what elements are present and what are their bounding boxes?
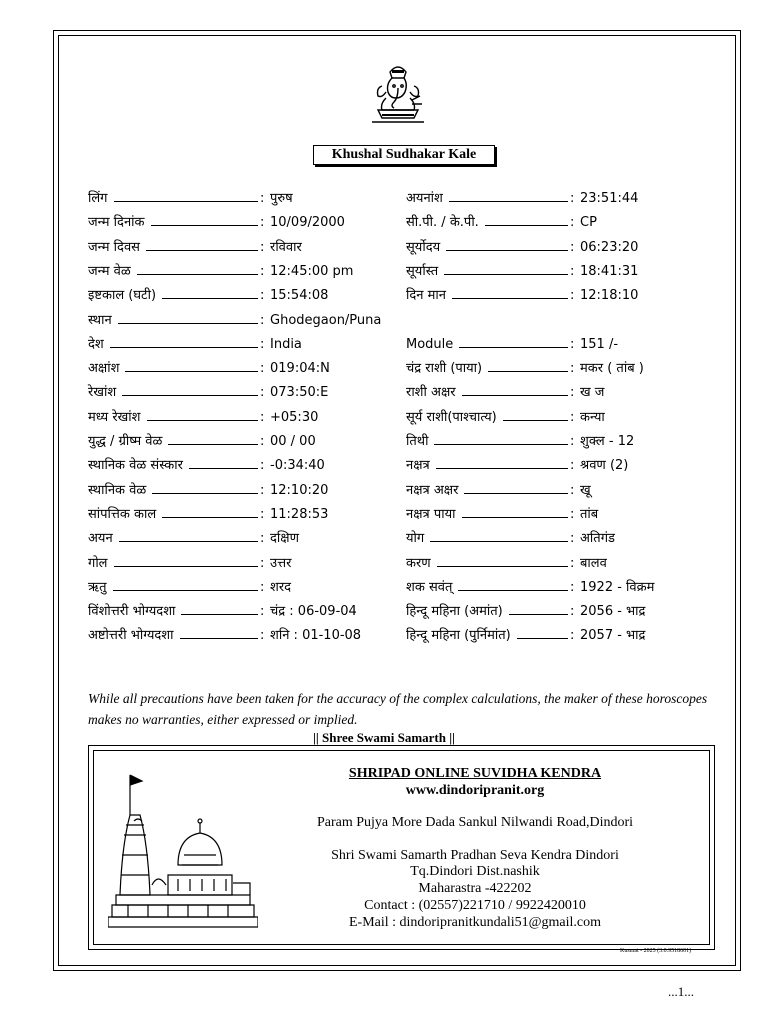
- left-field-row: [88, 212, 388, 234]
- field-value: ख ज: [580, 385, 605, 401]
- leader-line: [462, 395, 568, 396]
- right-field-row: [406, 601, 706, 623]
- field-separator: :: [260, 312, 265, 328]
- field-separator: :: [260, 482, 265, 498]
- leader-line: [485, 225, 568, 226]
- field-label: जन्म वेळ: [88, 263, 131, 279]
- field-separator: :: [260, 263, 265, 279]
- right-field-row: [406, 528, 706, 550]
- field-label: सांपत्तिक काल: [88, 506, 157, 522]
- field-separator: :: [260, 239, 265, 255]
- field-value: 18:41:31: [580, 263, 639, 279]
- footer-address-1: Param Pujya More Dada Sankul Nilwandi Road,Dindori: [316, 815, 634, 830]
- leader-line: [162, 298, 258, 299]
- field-label: चंद्र राशी (पाया): [406, 361, 483, 377]
- left-field-row: [88, 504, 388, 526]
- field-value: 019:04:N: [270, 361, 330, 377]
- field-label: शक सवंत्: [406, 579, 453, 595]
- leader-line: [458, 590, 568, 591]
- field-label: नक्षत्र: [406, 458, 430, 474]
- field-separator: :: [570, 531, 575, 547]
- leader-line: [147, 420, 259, 421]
- leader-line: [444, 274, 568, 275]
- right-field-row: [406, 480, 706, 502]
- field-value: 1922 - विक्रम: [580, 579, 655, 595]
- field-label: सूर्योदय: [406, 239, 441, 255]
- field-label: हिन्दू महिना (अमांत): [406, 604, 503, 620]
- field-value: +05:30: [270, 409, 319, 425]
- right-field-row: [406, 577, 706, 599]
- field-label: सूर्य राशी(पाश्चात्य): [406, 409, 497, 425]
- leader-line: [146, 250, 258, 251]
- field-value: 073:50:E: [270, 385, 329, 401]
- field-value: चंद्र : 06-09-04: [270, 604, 357, 620]
- field-label: देश: [88, 336, 104, 352]
- leader-line: [509, 614, 568, 615]
- field-separator: :: [570, 579, 575, 595]
- field-separator: :: [570, 604, 575, 620]
- field-label: Module: [406, 336, 454, 352]
- right-field-row: [406, 358, 706, 380]
- leader-line: [114, 201, 258, 202]
- leader-line: [125, 371, 258, 372]
- left-field-row: [88, 382, 388, 404]
- field-label: नक्षत्र अक्षर: [406, 482, 459, 498]
- leader-line: [446, 250, 568, 251]
- field-value: रविवार: [270, 239, 302, 255]
- field-value: 15:54:08: [270, 288, 329, 304]
- leader-line: [180, 638, 259, 639]
- field-label: विंशोत्तरी भोग्यदशा: [88, 604, 176, 620]
- leader-line: [152, 493, 258, 494]
- leader-line: [430, 541, 568, 542]
- field-value: शरद: [270, 579, 292, 595]
- field-label: करण: [406, 555, 431, 571]
- left-field-row: [88, 528, 388, 550]
- left-field-row: [88, 188, 388, 210]
- field-separator: :: [260, 288, 265, 304]
- leader-line: [151, 225, 258, 226]
- field-separator: :: [570, 288, 575, 304]
- field-label: अयन: [88, 531, 113, 547]
- leader-line: [113, 590, 259, 591]
- left-field-row: [88, 625, 388, 647]
- left-field-row: [88, 285, 388, 307]
- field-value: 2057 - भाद्र: [580, 628, 646, 644]
- field-separator: :: [260, 434, 265, 449]
- field-separator: :: [260, 191, 265, 206]
- field-label: युद्ध / ग्रीष्म वेळ: [88, 434, 163, 449]
- field-label: स्थानिक वेळ संस्कार: [88, 458, 183, 474]
- field-value: 12:18:10: [580, 288, 639, 304]
- field-value: 2056 - भाद्र: [580, 604, 646, 620]
- field-separator: :: [570, 482, 575, 498]
- right-field-row: [406, 625, 706, 647]
- leader-line: [436, 468, 568, 469]
- right-field-row: [406, 261, 706, 283]
- field-label: मध्य रेखांश: [88, 409, 141, 425]
- leader-line: [517, 638, 568, 639]
- field-separator: :: [260, 555, 265, 571]
- field-separator: :: [570, 361, 575, 377]
- field-value: बालव: [580, 555, 607, 571]
- leader-line: [168, 444, 258, 445]
- field-separator: :: [260, 409, 265, 425]
- right-field-row: [406, 407, 706, 429]
- field-separator: :: [570, 434, 575, 449]
- field-separator: :: [570, 239, 575, 255]
- field-value: India: [270, 336, 302, 352]
- right-field-row: [406, 504, 706, 526]
- field-label: स्थानिक वेळ: [88, 482, 147, 498]
- field-value: Ghodegaon/Puna: [270, 312, 382, 328]
- field-label: योग: [406, 531, 425, 547]
- field-label: जन्म दिनांक: [88, 215, 145, 231]
- leader-line: [452, 298, 568, 299]
- field-value: पुरुष: [270, 191, 293, 206]
- field-value: 11:28:53: [270, 506, 329, 522]
- field-label: राशी अक्षर: [406, 385, 456, 401]
- field-value: -0:34:40: [270, 458, 325, 474]
- leader-line: [137, 274, 258, 275]
- field-label: रेखांश: [88, 385, 117, 401]
- leader-line: [122, 395, 258, 396]
- footer-address-2: Shri Swami Samarth Pradhan Seva Kendra Dindori: [331, 848, 619, 863]
- field-value: 23:51:44: [580, 191, 639, 206]
- field-value: उत्तर: [270, 555, 292, 571]
- field-value: तांब: [580, 506, 599, 522]
- temple-illustration: [108, 765, 258, 943]
- field-separator: :: [570, 628, 575, 644]
- right-field-row: [406, 431, 706, 453]
- right-field-row: [406, 212, 706, 234]
- field-label: इष्टकाल (घटी): [88, 288, 157, 304]
- field-label: दिन मान: [406, 288, 446, 304]
- leader-line: [114, 566, 258, 567]
- field-separator: :: [570, 336, 575, 352]
- field-label: गोल: [88, 555, 108, 571]
- field-value: 151 /-: [580, 336, 619, 352]
- footer-title: SHRIPAD ONLINE SUVIDHA KENDRA: [348, 766, 602, 781]
- field-separator: :: [260, 385, 265, 401]
- field-value: 10/09/2000: [270, 215, 345, 231]
- field-value: शनि : 01-10-08: [270, 628, 362, 644]
- leader-line: [434, 444, 568, 445]
- left-field-row: [88, 334, 388, 356]
- leader-line: [503, 420, 568, 421]
- left-field-row: [88, 455, 388, 477]
- leader-line: [459, 347, 568, 348]
- leader-line: [189, 468, 258, 469]
- field-label: ऋतु: [88, 579, 107, 595]
- leader-line: [110, 347, 258, 348]
- field-separator: :: [570, 458, 575, 474]
- right-field-row: [406, 382, 706, 404]
- field-value: 00 / 00: [270, 434, 316, 449]
- field-label: जन्म दिवस: [88, 239, 140, 255]
- footer-website[interactable]: www.dindoripranit.org: [405, 783, 545, 798]
- right-field-row: [406, 285, 706, 307]
- field-label: नक्षत्र पाया: [406, 506, 456, 522]
- leader-line: [162, 517, 258, 518]
- field-separator: :: [570, 555, 575, 571]
- footer-email[interactable]: E-Mail : dindoripranitkundali51@gmail.com: [348, 915, 601, 930]
- person-name: Khushal Sudhakar Kale: [313, 145, 495, 165]
- field-separator: :: [260, 215, 265, 231]
- field-label: अक्षांश: [88, 361, 120, 377]
- field-separator: :: [570, 215, 575, 231]
- field-value: श्रवण (2): [580, 458, 629, 474]
- field-label: स्थान: [88, 312, 112, 328]
- right-field-row: [406, 237, 706, 259]
- field-separator: :: [260, 458, 265, 474]
- field-separator: :: [570, 506, 575, 522]
- left-field-row: [88, 261, 388, 283]
- footer-contact: Contact : (02557)221710 / 9922420010: [364, 898, 586, 913]
- blessing-text: || Shree Swami Samarth ||: [313, 730, 455, 745]
- field-separator: :: [260, 336, 265, 352]
- field-separator: :: [570, 263, 575, 279]
- field-value: दक्षिण: [270, 531, 299, 547]
- left-field-row: [88, 577, 388, 599]
- right-field-row: [406, 553, 706, 575]
- field-separator: :: [260, 604, 265, 620]
- leader-line: [437, 566, 568, 567]
- field-value: 12:10:20: [270, 482, 329, 498]
- field-label: तिथी: [406, 434, 429, 449]
- ganesh-logo: [368, 62, 428, 126]
- field-separator: :: [260, 579, 265, 595]
- right-field-row: [406, 188, 706, 210]
- leader-line: [119, 541, 258, 542]
- left-field-row: [88, 601, 388, 623]
- field-label: सी.पी. / के.पी.: [406, 215, 479, 231]
- field-label: अयनांश: [406, 191, 443, 206]
- leader-line: [118, 323, 258, 324]
- right-field-row: [406, 334, 706, 356]
- leader-line: [464, 493, 568, 494]
- page-number: ...1...: [668, 984, 694, 999]
- field-value: CP: [580, 215, 597, 231]
- field-label: अष्टोत्तरी भोग्यदशा: [88, 628, 174, 644]
- leader-line: [181, 614, 258, 615]
- left-field-row: [88, 237, 388, 259]
- footer-address-4: Maharastra -422202: [418, 881, 532, 896]
- left-field-row: [88, 358, 388, 380]
- field-value: मकर ( तांब ): [580, 361, 644, 377]
- field-label: लिंग: [88, 191, 108, 206]
- field-value: अतिगंड: [580, 531, 615, 547]
- field-separator: :: [570, 409, 575, 425]
- field-separator: :: [570, 385, 575, 401]
- right-field-row: [406, 455, 706, 477]
- left-field-row: [88, 407, 388, 429]
- left-field-row: [88, 431, 388, 453]
- version-note: Kusmat - 2025 (3.0.9518601): [620, 948, 692, 954]
- field-label: सूर्यास्त: [406, 263, 439, 279]
- left-field-row: [88, 310, 388, 332]
- left-field-row: [88, 553, 388, 575]
- left-field-row: [88, 480, 388, 502]
- field-value: 06:23:20: [580, 239, 639, 255]
- disclaimer-text: While all precautions have been taken for the accuracy of the complex calculations, the maker of these horoscopes makes no warranties, either expressed or implied.: [88, 691, 708, 727]
- leader-line: [462, 517, 568, 518]
- field-separator: :: [260, 506, 265, 522]
- field-separator: :: [260, 628, 265, 644]
- field-value: शुक्ल - 12: [580, 434, 635, 449]
- leader-line: [488, 371, 568, 372]
- footer-address-3: Tq.Dindori Dist.nashik: [410, 864, 540, 879]
- field-value: 12:45:00 pm: [270, 263, 354, 279]
- field-label: हिन्दू महिना (पुर्निमांत): [406, 628, 511, 644]
- field-value: कन्या: [580, 409, 605, 425]
- field-separator: :: [570, 191, 575, 206]
- leader-line: [449, 201, 568, 202]
- field-value: खू: [580, 482, 591, 498]
- field-separator: :: [260, 531, 265, 547]
- field-separator: :: [260, 361, 265, 377]
